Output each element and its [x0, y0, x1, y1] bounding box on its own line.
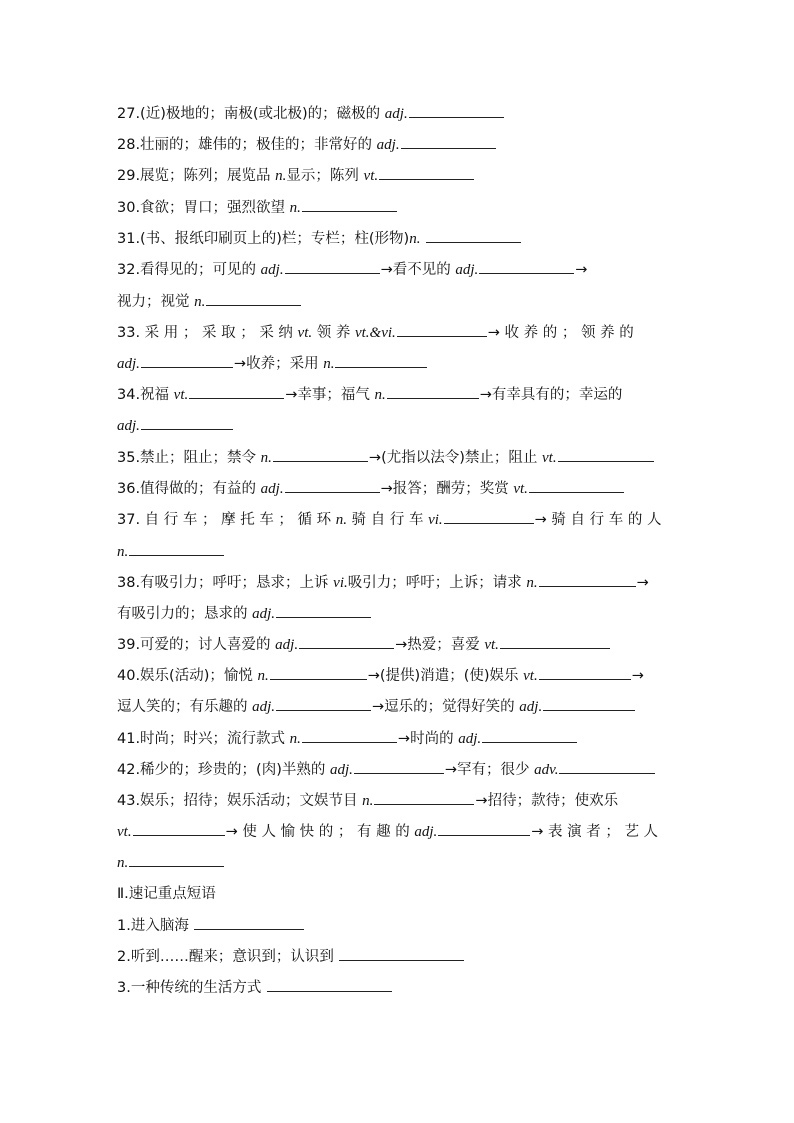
item-33-line1: 33. 采 用 ； 采 取 ； 采 纳 vt. 领 养 vt.&vi. → 收 养 的 ； 领 养 的 — [117, 321, 679, 343]
item-38-line2: 有吸引力的；恳求的 adj. — [117, 602, 679, 624]
answer-blank[interactable] — [374, 789, 474, 805]
answer-blank[interactable] — [141, 352, 233, 368]
item-43-line1: 43.娱乐；招待；娱乐活动；文娱节目 n. →招待；款待；使欢乐 — [117, 789, 679, 811]
answer-blank[interactable] — [276, 695, 371, 711]
answer-blank[interactable] — [354, 758, 444, 774]
item-41: 41.时尚；时兴；流行款式 n. →时尚的 adj. — [117, 727, 679, 749]
answer-blank[interactable] — [194, 914, 304, 930]
answer-blank[interactable] — [189, 383, 284, 399]
item-30: 30.食欲；胃口；强烈欲望 n. — [117, 196, 679, 218]
answer-blank[interactable] — [543, 695, 635, 711]
answer-blank[interactable] — [133, 820, 225, 836]
item-32-line2: 视力；视觉 n. — [117, 290, 679, 312]
answer-blank[interactable] — [276, 602, 371, 618]
answer-blank[interactable] — [401, 133, 496, 149]
item-27: 27.(近)极地的；南极(或北极)的；磁极的 adj. — [117, 102, 679, 124]
item-38-line1: 38.有吸引力；呼吁；恳求；上诉 vi.吸引力；呼吁；上诉；请求 n. → — [117, 571, 679, 593]
item-34-line1: 34.祝福 vt. →幸事；福气 n. →有幸具有的；幸运的 — [117, 383, 679, 405]
answer-blank[interactable] — [267, 976, 392, 992]
phrase-3: 3.一种传统的生活方式 — [117, 976, 679, 998]
phrase-1: 1.进入脑海 — [117, 914, 679, 936]
answer-blank[interactable] — [273, 446, 368, 462]
answer-blank[interactable] — [438, 820, 530, 836]
item-28: 28.壮丽的；雄伟的；极佳的；非常好的 adj. — [117, 133, 679, 155]
item-40-line2: 逗人笑的；有乐趣的 adj. →逗乐的；觉得好笑的 adj. — [117, 695, 679, 717]
item-35: 35.禁止；阻止；禁令 n. →(尤指以法令)禁止；阻止 vt. — [117, 446, 679, 468]
answer-blank[interactable] — [302, 727, 397, 743]
answer-blank[interactable] — [302, 196, 397, 212]
answer-blank[interactable] — [482, 727, 577, 743]
item-34-line2: adj. — [117, 414, 679, 436]
answer-blank[interactable] — [559, 758, 655, 774]
phrase-2: 2.听到……醒来；意识到；认识到 — [117, 945, 679, 967]
answer-blank[interactable] — [379, 164, 474, 180]
item-40-line1: 40.娱乐(活动)；愉悦 n. →(提供)消遣；(使)娱乐 vt. → — [117, 664, 679, 686]
item-43-line2: vt. → 使 人 愉 快 的 ； 有 趣 的 adj. → 表 演 者 ； 艺 人 — [117, 820, 679, 842]
answer-blank[interactable] — [529, 477, 624, 493]
item-32-line1: 32.看得见的；可见的 adj. →看不见的 adj. → — [117, 258, 679, 280]
answer-blank[interactable] — [539, 571, 636, 587]
item-37-line1: 37. 自 行 车 ； 摩 托 车 ； 循 环 n. 骑 自 行 车 vi. → 骑 自 行 车 的 人 — [117, 508, 679, 530]
item-37-line2: n. — [117, 540, 679, 562]
answer-blank[interactable] — [500, 633, 610, 649]
answer-blank[interactable] — [129, 851, 224, 867]
answer-blank[interactable] — [285, 477, 380, 493]
item-42: 42.稀少的；珍贵的；(肉)半熟的 adj. →罕有；很少 adv. — [117, 758, 679, 780]
answer-blank[interactable] — [270, 664, 367, 680]
answer-blank[interactable] — [299, 633, 394, 649]
answer-blank[interactable] — [409, 102, 504, 118]
item-39: 39.可爱的；讨人喜爱的 adj. →热爱；喜爱 vt. — [117, 633, 679, 655]
section-heading: Ⅱ.速记重点短语 — [117, 886, 216, 902]
item-31: 31.(书、报纸印刷页上的)栏；专栏；柱(形物)n. — [117, 227, 679, 249]
item-29: 29.展览；陈列；展览品 n.显示；陈列 vt. — [117, 164, 679, 186]
answer-blank[interactable] — [397, 321, 487, 337]
item-36: 36.值得做的；有益的 adj. →报答；酬劳；奖赏 vt. — [117, 477, 679, 499]
answer-blank[interactable] — [444, 508, 534, 524]
answer-blank[interactable] — [387, 383, 479, 399]
answer-blank[interactable] — [426, 227, 521, 243]
item-43-line3: n. — [117, 851, 679, 873]
answer-blank[interactable] — [141, 414, 233, 430]
answer-blank[interactable] — [479, 258, 574, 274]
answer-blank[interactable] — [339, 945, 464, 961]
answer-blank[interactable] — [206, 290, 301, 306]
answer-blank[interactable] — [539, 664, 631, 680]
item-33-line2: adj. →收养；采用 n. — [117, 352, 679, 374]
answer-blank[interactable] — [285, 258, 380, 274]
answer-blank[interactable] — [335, 352, 427, 368]
answer-blank[interactable] — [558, 446, 654, 462]
answer-blank[interactable] — [129, 540, 224, 556]
